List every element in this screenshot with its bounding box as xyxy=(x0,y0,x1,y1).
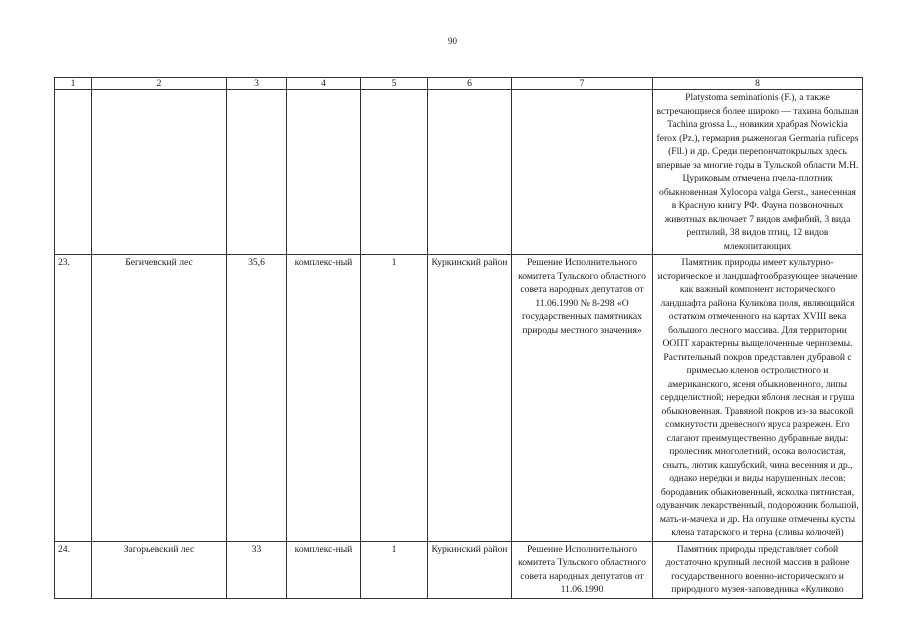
protected-areas-table xyxy=(54,77,863,599)
column-7-header: 7 xyxy=(512,78,653,90)
category: 1 xyxy=(361,541,428,598)
column-3-header: 3 xyxy=(227,78,287,90)
description: Памятник природы имеет культурно-историческое и ландшафтообразующее значение как важный компонент исторического ландшафта района Куликова поля, являющийся остатком отмеченного на картах XVIII века большого лесного массива. Для территории ООПТ характерны выщелоченные черноземы. Растительный покров представлен дубравой с примесью кленов остролистного и американского, ясеня обыкновенного, липы сердцелистной; нередки яблоня лесная и груша обыкновенная. Травяной покров из-за высокой сомкнутости древесного яруса разрежен. Его слагают преимущественно дубравные виды: пролесник многолетний, осока волосистая, сныть, лютик кашубский, чина весенняя и др., однако нередки и виды нарушенных лесов: бородавник обыкновенный, ясколка пятнистая, одуванчик лекарственный, подорожник большой, мать-и-мачеха и др. На опушке отмечены кусты клена татарского и терна (сливы колючей) xyxy=(653,255,863,542)
decision: Решение Исполнительного комитета Тульского областного совета народных депутатов от 11.06.1990 № 8-298 «О государственных памятниках природы местного значения» xyxy=(512,255,653,542)
column-5-header: 5 xyxy=(361,78,428,90)
district: Куркинский район xyxy=(428,541,512,598)
area-name: Загорьевский лес xyxy=(92,541,227,598)
column-2-header: 2 xyxy=(92,78,227,90)
page-number: 90 xyxy=(448,36,457,46)
column-8-header: 8 xyxy=(653,78,863,90)
column-number-row xyxy=(55,78,863,90)
table-row xyxy=(55,541,863,598)
district: Куркинский район xyxy=(428,255,512,542)
profile: комплекс-ный xyxy=(287,255,361,542)
column-4-header: 4 xyxy=(287,78,361,90)
area-name: Бегичевский лес xyxy=(92,255,227,542)
profile: комплекс-ный xyxy=(287,541,361,598)
column-1-header: 1 xyxy=(55,78,92,90)
continuation-row xyxy=(55,90,863,255)
row-number: 23. xyxy=(55,255,92,542)
row-number: 24. xyxy=(55,541,92,598)
table-row xyxy=(55,255,863,542)
category: 1 xyxy=(361,255,428,542)
description: Памятник природы представляет собой достаточно крупный лесной массив в районе государственного военно-исторического и природного музея-заповедника «Куликово xyxy=(653,541,863,598)
column-6-header: 6 xyxy=(428,78,512,90)
area-size: 35,6 xyxy=(227,255,287,542)
area-size: 33 xyxy=(227,541,287,598)
continuation-description: Platystoma seminationis (F.), а также встречающиеся более широко — тахина большая Tachina grossa L., новикия храбрая Nowickia ferox (Pz.), гермария рыженогая Germaria ruficeps (Fll.) и др. Среди перепончатокрылых здесь впервые за многие годы в Тульской области М.Н. Цуриковым отмечена пчела-плотник обыкновенная Xylocopa valga Gerst., занесенная в Красную книгу РФ. Фауна позвоночных животных включает 7 видов амфибий, 3 вида рептилий, 38 видов птиц, 12 видов млекопитающих xyxy=(653,90,863,255)
decision: Решение Исполнительного комитета Тульского областного совета народных депутатов от 11.06.1990 xyxy=(512,541,653,598)
